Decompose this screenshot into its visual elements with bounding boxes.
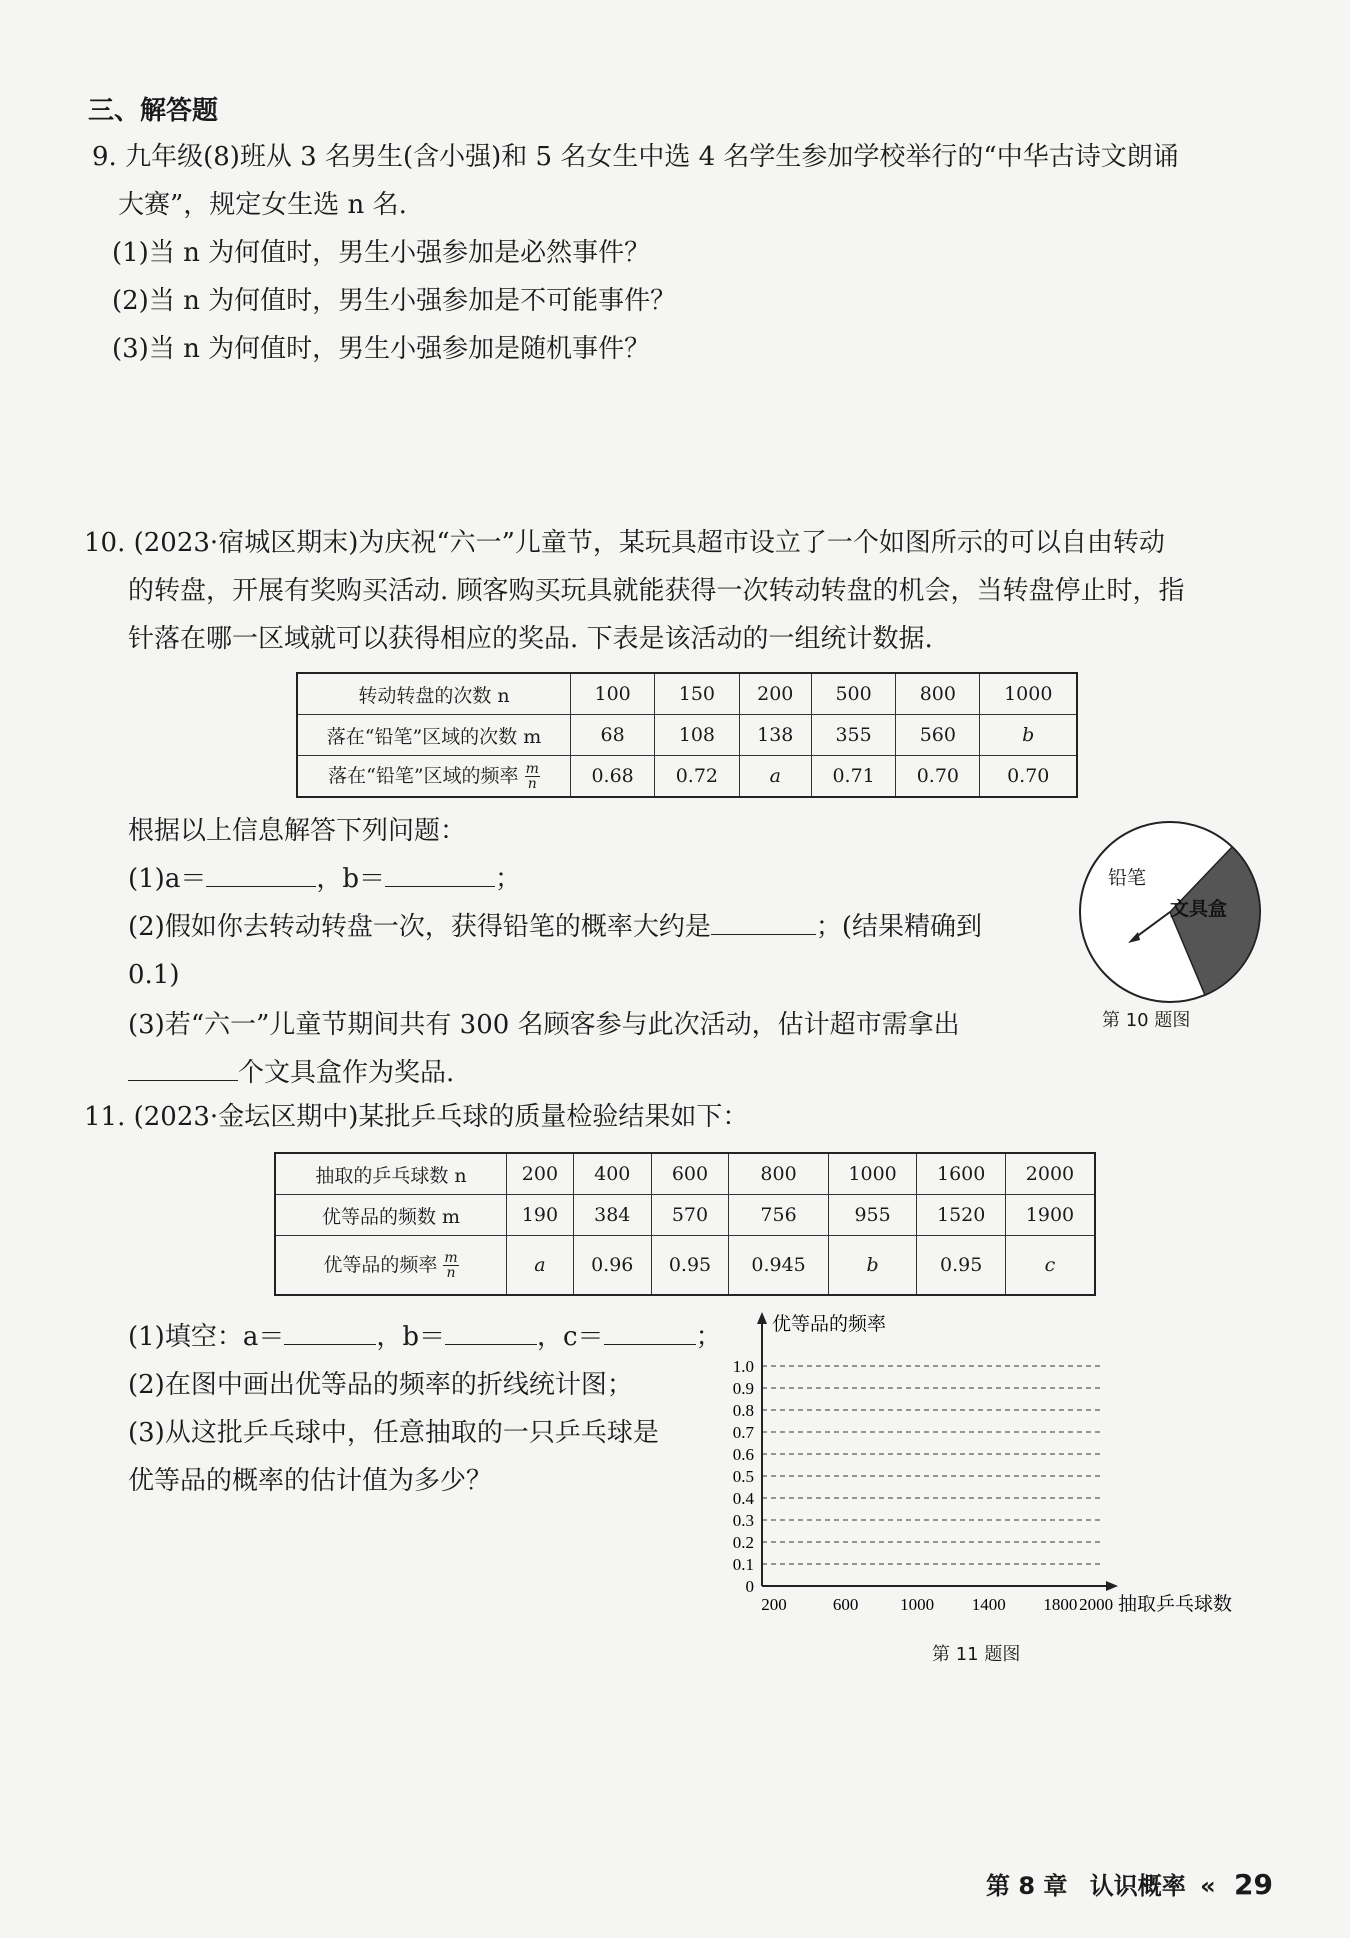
x-tick-label: 1000 — [900, 1595, 935, 1614]
y-axis-arrow-icon — [757, 1312, 767, 1324]
table-cell: a — [507, 1236, 574, 1296]
x-tick-label: 1400 — [971, 1595, 1006, 1614]
part1-end: ； — [495, 864, 522, 894]
q10-part3-line2 — [128, 1056, 454, 1090]
answer-blank-probability[interactable] — [711, 912, 816, 935]
y-tick-labels — [733, 1357, 755, 1596]
table-cell: 1520 — [917, 1195, 1006, 1236]
q11-part1 — [128, 1320, 722, 1354]
table-cell: 0.70 — [980, 756, 1077, 798]
table-cell: 1600 — [917, 1153, 1006, 1195]
table-row — [297, 673, 1077, 715]
y-tick-label: 0.8 — [732, 1401, 754, 1420]
table-header-cell — [297, 756, 571, 798]
table-header-cell — [275, 1236, 507, 1296]
frequency-line-chart[interactable] — [700, 1300, 1260, 1630]
chart-grid — [762, 1366, 1100, 1564]
y-tick-label: 0.1 — [732, 1555, 754, 1574]
double-chevron-icon: « — [1200, 1872, 1216, 1900]
table-row — [297, 715, 1077, 756]
table-row — [275, 1195, 1095, 1236]
q10-figure-caption: 第 10 题图 — [1102, 1010, 1191, 1031]
q9-line1: 9. 九年级(8)班从 3 名男生(含小强)和 5 名女生中选 4 名学生参加学校举行的“中华古诗文朗诵 — [92, 142, 1179, 172]
q9-part1: (1)当 n 为何值时，男生小强参加是必然事件？ — [112, 238, 651, 268]
table-cell: 108 — [655, 715, 739, 756]
fraction-denominator: n — [527, 776, 537, 793]
fraction-numerator: m — [444, 1250, 458, 1267]
page-number: 29 — [1234, 1868, 1273, 1901]
y-tick-label: 0.6 — [732, 1445, 754, 1464]
q10-intro: 根据以上信息解答下列问题： — [128, 816, 467, 846]
part1-b-label: ，b＝ — [376, 1322, 445, 1352]
part3-line2-text: 个文具盒作为奖品. — [238, 1058, 455, 1088]
footer-title: 认识概率 — [1089, 1872, 1186, 1900]
table-cell: 100 — [571, 673, 655, 715]
part1-a-label: (1)a＝ — [128, 864, 207, 894]
table-cell: 1000 — [980, 673, 1077, 715]
q10-part2 — [128, 910, 982, 944]
footer-chapter: 第 8 章 — [986, 1872, 1068, 1900]
table-row — [275, 1153, 1095, 1195]
q11-part3-line2: 优等品的概率的估计值为多少？ — [128, 1466, 493, 1496]
q10-line2: 的转盘，开展有奖购买活动. 顾客购买玩具就能获得一次转动转盘的机会，当转盘停止时，指 — [128, 576, 1185, 606]
row-label: 优等品的频率 — [323, 1253, 438, 1276]
footer — [986, 1866, 1273, 1901]
table-cell: 2000 — [1005, 1153, 1095, 1195]
q10-part2-line2: 0.1) — [128, 960, 180, 990]
q10-line3: 针落在哪一区域就可以获得相应的奖品. 下表是该活动的一组统计数据. — [128, 624, 933, 654]
table-row — [275, 1236, 1095, 1296]
q11-part3: (3)从这批乒乓球中，任意抽取的一只乒乓球是 — [128, 1418, 659, 1448]
table-cell: 1000 — [828, 1153, 917, 1195]
table-cell: b — [980, 715, 1077, 756]
spinner-label-pencil: 铅笔 — [1108, 868, 1147, 889]
section-title: 三、解答题 — [88, 96, 219, 126]
table-header-cell: 落在“铅笔”区域的次数 m — [297, 715, 571, 756]
table-header-cell: 优等品的频数 m — [275, 1195, 507, 1236]
table-cell: 955 — [828, 1195, 917, 1236]
x-tick-label: 200 — [761, 1595, 787, 1614]
table-cell: 500 — [811, 673, 895, 715]
table-cell: 0.72 — [655, 756, 739, 798]
q10-line1: 10. (2023·宿城区期末)为庆祝“六一”儿童节，某玩具超市设立了一个如图所示的可以自由转动 — [84, 528, 1165, 558]
y-tick-label: 0.7 — [732, 1423, 754, 1442]
q11-table — [274, 1152, 1096, 1296]
row-label: 落在“铅笔”区域的频率 — [328, 764, 519, 787]
table-cell: 200 — [739, 673, 811, 715]
table-cell: 0.96 — [573, 1236, 651, 1296]
table-cell: 190 — [507, 1195, 574, 1236]
table-cell: 756 — [729, 1195, 828, 1236]
spinner-figure — [1070, 812, 1270, 1012]
q9-line2: 大赛”，规定女生选 n 名. — [118, 190, 407, 220]
table-cell: b — [828, 1236, 917, 1296]
y-tick-label: 0 — [745, 1577, 754, 1596]
fraction-denominator: n — [446, 1265, 456, 1282]
table-cell: 1900 — [1005, 1195, 1095, 1236]
part1-b-label: ，b＝ — [316, 864, 385, 894]
part1-c-label: ，c＝ — [537, 1322, 604, 1352]
part2-end: ；(结果精确到 — [815, 912, 982, 942]
table-cell: 0.95 — [651, 1236, 729, 1296]
part2-text: (2)假如你去转动转盘一次，获得铅笔的概率大约是 — [128, 912, 711, 942]
q11-line1: 11. (2023·金坛区期中)某批乒乓球的质量检验结果如下： — [84, 1102, 749, 1132]
q10-table — [296, 672, 1078, 798]
spinner-label-box: 文具盒 — [1170, 899, 1228, 920]
answer-blank-a[interactable] — [284, 1322, 376, 1345]
table-cell: 0.71 — [811, 756, 895, 798]
answer-blank-b[interactable] — [385, 864, 495, 887]
q11-part2: (2)在图中画出优等品的频率的折线统计图； — [128, 1370, 633, 1400]
table-cell: 570 — [651, 1195, 729, 1236]
table-cell: 800 — [729, 1153, 828, 1195]
y-tick-label: 0.9 — [732, 1379, 754, 1398]
table-cell: 0.95 — [917, 1236, 1006, 1296]
x-tick-label: 600 — [832, 1595, 859, 1614]
table-cell: c — [1005, 1236, 1095, 1296]
q10-part1 — [128, 862, 521, 896]
fraction — [525, 762, 540, 791]
part1-end: ； — [695, 1322, 722, 1352]
fraction-numerator: m — [525, 761, 539, 778]
table-cell: 0.68 — [571, 756, 655, 798]
q10-part3: (3)若“六一”儿童节期间共有 300 名顾客参与此次活动，估计超市需拿出 — [128, 1010, 960, 1040]
x-tick-label: 2000 — [1079, 1595, 1114, 1614]
table-header-cell: 抽取的乒乓球数 n — [275, 1153, 507, 1195]
table-cell: 600 — [651, 1153, 729, 1195]
table-row — [297, 756, 1077, 798]
y-axis-label: 优等品的频率 — [772, 1314, 887, 1335]
table-cell: 560 — [896, 715, 980, 756]
q9-part2: (2)当 n 为何值时，男生小强参加是不可能事件？ — [112, 286, 677, 316]
table-cell: 0.945 — [729, 1236, 828, 1296]
x-tick-label: 1800 — [1043, 1595, 1078, 1614]
answer-blank-count[interactable] — [128, 1058, 238, 1081]
q9-part3: (3)当 n 为何值时，男生小强参加是随机事件？ — [112, 334, 651, 364]
x-axis-arrow-icon — [1106, 1581, 1118, 1591]
table-cell: 384 — [573, 1195, 651, 1236]
x-tick-labels — [761, 1595, 1113, 1614]
table-cell: a — [739, 756, 811, 798]
table-cell: 138 — [739, 715, 811, 756]
part1-a-label: (1)填空：a＝ — [128, 1322, 285, 1352]
y-tick-label: 0.2 — [732, 1533, 754, 1552]
table-cell: 200 — [507, 1153, 574, 1195]
table-cell: 800 — [896, 673, 980, 715]
table-cell: 400 — [573, 1153, 651, 1195]
y-tick-label: 0.4 — [732, 1489, 754, 1508]
y-tick-label: 0.5 — [732, 1467, 754, 1486]
table-cell: 0.70 — [896, 756, 980, 798]
table-cell: 150 — [655, 673, 739, 715]
y-tick-label: 1.0 — [732, 1357, 754, 1376]
answer-blank-a[interactable] — [206, 864, 316, 887]
table-cell: 68 — [571, 715, 655, 756]
answer-blank-c[interactable] — [604, 1322, 696, 1345]
fraction — [443, 1251, 458, 1280]
table-header-cell: 转动转盘的次数 n — [297, 673, 571, 715]
x-axis-label: 抽取乒乓球数 — [1118, 1594, 1233, 1615]
answer-blank-b[interactable] — [445, 1322, 537, 1345]
y-tick-label: 0.3 — [732, 1511, 754, 1530]
table-cell: 355 — [811, 715, 895, 756]
q11-figure-caption: 第 11 题图 — [932, 1644, 1021, 1665]
